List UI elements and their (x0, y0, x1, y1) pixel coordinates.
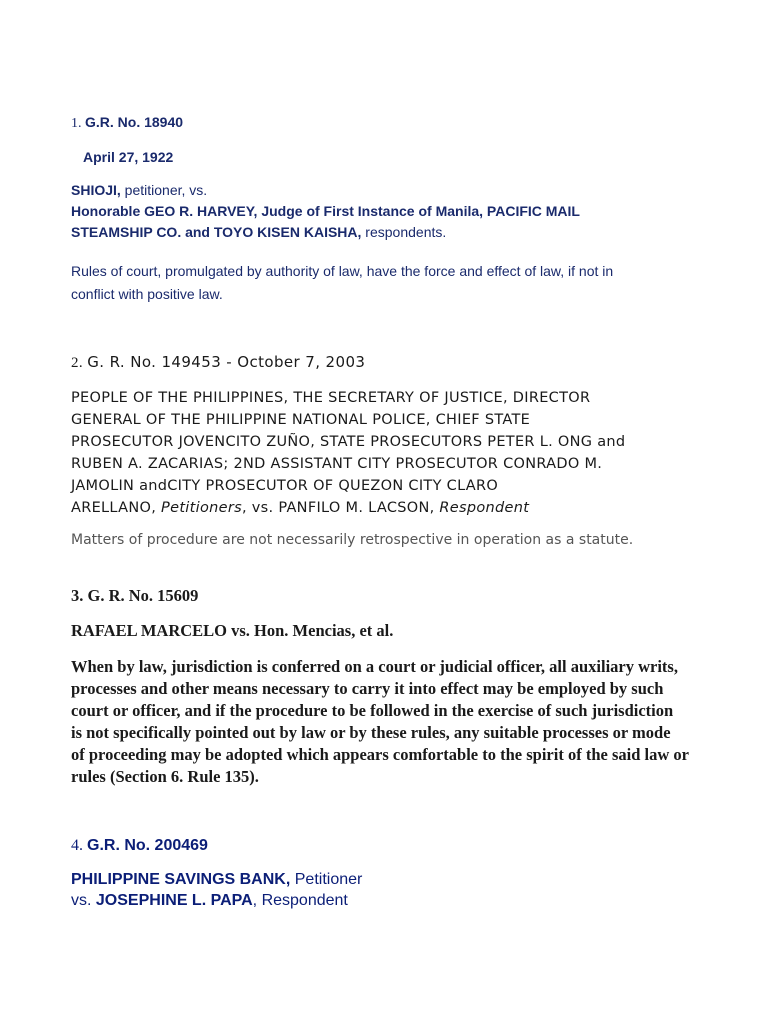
case1-date: April 27, 1922 (83, 149, 174, 165)
case4-petitioner-role: Petitioner (290, 871, 363, 888)
case4-respondent-role: , Respondent (252, 892, 348, 909)
case4-respondent-name: JOSEPHINE L. PAPA (91, 892, 253, 909)
case2-heading (71, 351, 365, 374)
case1-gr-number: G.R. No. 18940 (85, 114, 184, 130)
case2-parties-line3: PROSECUTOR JOVENCITO ZUÑO, STATE PROSECUTORS PETER L. ONG and (71, 434, 626, 450)
case1-respondents-line2 (71, 222, 446, 243)
case2-parties-line2: GENERAL OF THE PHILIPPINE NATIONAL POLICE, CHIEF STATE (71, 412, 531, 428)
case2-gr-number: G. R. No. 149453 - October 7, 2003 (87, 353, 366, 371)
case2-parties-line5: JAMOLIN andCITY PROSECUTOR OF QUEZON CITY CLARO (71, 478, 499, 494)
case4-number: 4. (71, 837, 83, 854)
case2-petitioners-role: Petitioners (156, 500, 242, 516)
case1-petitioner-name: SHIOJI, (71, 182, 121, 198)
case2-number: 2. (71, 355, 84, 371)
case3-gr-number: G. R. No. 15609 (87, 586, 199, 605)
case2-vs: , vs. (241, 500, 274, 516)
case1-doctrine-line2: conflict with positive law. (71, 286, 223, 302)
case4-respondent-line (71, 890, 348, 911)
case2-parties-line4: RUBEN A. ZACARIAS; 2ND ASSISTANT CITY PROSECUTOR CONRADO M. (71, 456, 603, 472)
case4-vs: vs. (71, 892, 92, 909)
case2-petitioner-last: ARELLANO, (71, 500, 157, 516)
case1-respondents-names: STEAMSHIP CO. and TOYO KISEN KAISHA, (71, 224, 362, 240)
case3-doctrine-line: is not specifically pointed out by law or by these rules, any suitable processes or mode (71, 723, 671, 742)
case3-title: RAFAEL MARCELO vs. Hon. Mencias, et al. (71, 621, 394, 640)
case2-respondent-name: PANFILO M. LACSON, (273, 500, 435, 516)
case4-gr-number: G.R. No. 200469 (87, 837, 208, 854)
case2-parties-line1: PEOPLE OF THE PHILIPPINES, THE SECRETARY OF JUSTICE, DIRECTOR (71, 390, 591, 406)
case1-doctrine-line1: Rules of court, promulgated by authority of law, have the force and effect of law, if not in (71, 263, 614, 279)
case2-doctrine: Matters of procedure are not necessarily retrospective in operation as a statute. (71, 532, 634, 548)
case1-petitioner-line (71, 180, 207, 201)
case1-respondents-line1: Honorable GEO R. HARVEY, Judge of First Instance of Manila, PACIFIC MAIL (71, 203, 580, 219)
case1-respondents-role: respondents. (361, 224, 447, 240)
case3-doctrine-line: of proceeding may be adopted which appears comfortable to the spirit of the said law or (71, 745, 689, 764)
case3-doctrine-line: court or officer, and if the procedure to be followed in the exercise of such jurisdiction (71, 701, 674, 720)
case3-heading (71, 585, 198, 607)
case4-petitioner-name: PHILIPPINE SAVINGS BANK, (71, 871, 291, 888)
case1-petitioner-role: petitioner, vs. (120, 182, 208, 198)
case1-number: 1. (71, 116, 82, 131)
case1-heading (71, 112, 183, 134)
case3-doctrine-line: rules (Section 6. Rule 135). (71, 767, 259, 786)
case3-doctrine-line: processes and other means necessary to carry it into effect may be employed by such (71, 679, 664, 698)
case3-doctrine-line: When by law, jurisdiction is conferred on a court or judicial officer, all auxiliary writs, (71, 657, 678, 676)
case2-respondent-role: Respondent (434, 500, 530, 516)
case2-parties-line6 (71, 497, 529, 519)
case4-petitioner-line (71, 869, 362, 890)
case3-number: 3. (71, 586, 84, 605)
case4-heading (71, 835, 208, 856)
